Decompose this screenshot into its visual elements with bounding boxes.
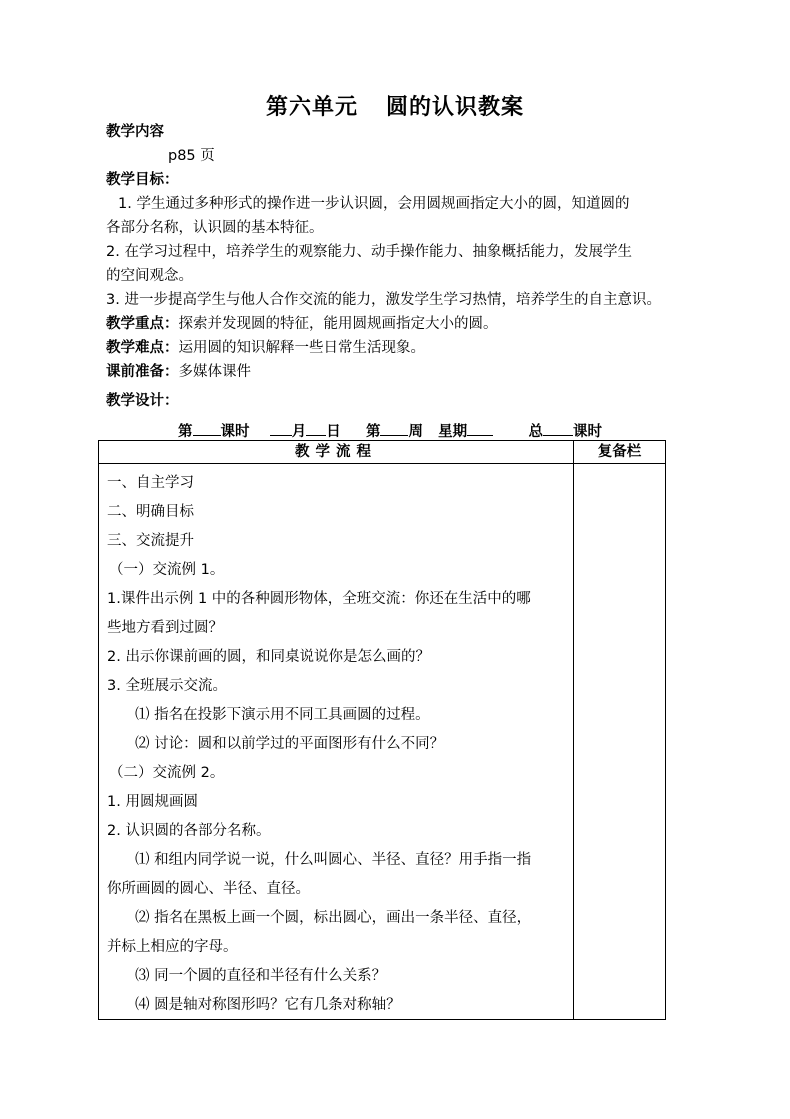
blank-day[interactable] (306, 421, 326, 436)
process-line: ⑵ 指名在黑板上画一个圆，标出圆心，画出一条半径、直径， (135, 910, 532, 926)
prep-value: 多媒体课件 (178, 364, 251, 380)
schedule-di: 第 (178, 424, 193, 440)
process-line: 1. 用圆规画圆 (107, 794, 198, 810)
goal-1-line-1: 1. 学生通过多种形式的操作进一步认识圆，会用圆规画指定大小的圆，知道圆的 (118, 196, 630, 212)
difficulty-label: 教学难点： (106, 340, 179, 356)
lesson-table (98, 440, 666, 1020)
process-line: ⑵ 讨论：圆和以前学过的平面图形有什么不同？ (135, 736, 445, 752)
schedule-yue: 月 (291, 424, 307, 440)
title-unit: 第六单元 (265, 95, 358, 120)
key-point (106, 312, 498, 336)
blank-month[interactable] (270, 421, 292, 436)
schedule-di2: 第 (365, 424, 381, 440)
key-label: 教学重点： (106, 316, 179, 332)
process-line: 你所画圆的圆心、半径、直径。 (107, 881, 310, 897)
blank-total-lessons[interactable] (543, 421, 573, 436)
schedule-ri: 日 (326, 424, 341, 440)
process-line: （二）交流例 2。 (109, 765, 225, 781)
schedule-zong: 总 (528, 424, 543, 440)
prep-label: 课前准备： (106, 364, 179, 380)
process-line: 1.课件出示例 1 中的各种圆形物体，全班交流：你还在生活中的哪 (107, 591, 531, 607)
title-topic: 圆的认识教案 (386, 95, 525, 120)
teaching-process-content (107, 469, 569, 1020)
table-header (99, 441, 665, 464)
goal-2-line-1: 2. 在学习过程中，培养学生的观察能力、动手操作能力、抽象概括能力，发展学生 (106, 244, 632, 260)
difficulty-point (106, 336, 425, 360)
schedule-keshi: 课时 (220, 424, 250, 440)
process-line: ⑷ 圆是轴对称图形吗？它有几条对称轴？ (135, 997, 401, 1013)
goal-2-line-2: 的空间观念。 (106, 268, 193, 284)
process-line: （一）交流例 1。 (109, 562, 225, 578)
difficulty-value: 运用圆的知识解释一些日常生活现象。 (178, 340, 425, 356)
blank-week[interactable] (380, 421, 408, 436)
goal-1-line-2: 各部分名称，认识圆的基本特征。 (106, 220, 324, 236)
schedule-keshi2: 课时 (572, 424, 602, 440)
header-review-column: 复备栏 (597, 444, 642, 460)
schedule-line (178, 420, 602, 441)
process-line: 些地方看到过圆？ (107, 620, 223, 636)
process-line: ⑴ 指名在投影下演示用不同工具画圆的过程。 (135, 707, 430, 723)
schedule-zhou: 周 (408, 424, 423, 440)
process-line: ⑶ 同一个圆的直径和半径有什么关系？ (135, 968, 387, 984)
blank-weekday[interactable] (467, 421, 493, 436)
process-line: 二、明确目标 (107, 504, 194, 520)
process-line: 3. 全班展示交流。 (107, 678, 227, 694)
content-label: 教学内容 (106, 124, 164, 140)
process-line: 2. 出示你课前画的圆，和同桌说说你是怎么画的？ (107, 649, 430, 665)
process-line: ⑴ 和组内同学说一说，什么叫圆心、半径、直径？用手指一指 (135, 852, 532, 868)
design-label: 教学设计： (106, 393, 179, 409)
goals-label: 教学目标： (106, 172, 179, 188)
page-title (0, 90, 790, 121)
key-value: 探索并发现圆的特征，能用圆规画指定大小的圆。 (178, 316, 498, 332)
header-teaching-process: 教学流程 (295, 444, 377, 460)
process-line: 2. 认识圆的各部分名称。 (107, 823, 271, 839)
process-line: 并标上相应的字母。 (107, 939, 238, 955)
process-line: 三、交流提升 (107, 533, 194, 549)
preparation (106, 360, 251, 384)
goal-3: 3. 进一步提高学生与他人合作交流的能力，激发学生学习热情，培养学生的自主意识。 (106, 292, 661, 308)
content-value: p85 页 (168, 148, 215, 164)
process-line: 一、自主学习 (107, 475, 194, 491)
schedule-xingqi: 星期 (438, 424, 468, 440)
blank-lesson-number[interactable] (193, 421, 221, 436)
column-divider (573, 441, 574, 1019)
